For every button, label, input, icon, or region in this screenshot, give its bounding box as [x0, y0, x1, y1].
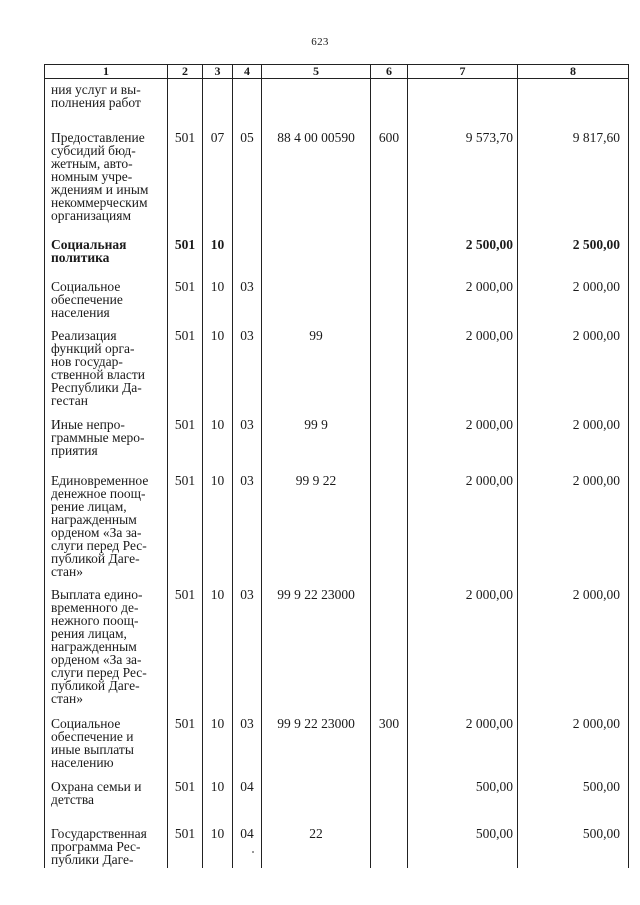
cell-col2: 501 — [168, 126, 203, 233]
cell-col2: 501 — [168, 711, 203, 774]
cell-col6 — [371, 412, 408, 468]
cell-col6 — [371, 323, 408, 412]
table-header — [45, 65, 629, 79]
cell-col4 — [233, 233, 262, 274]
table-row-section — [45, 233, 629, 274]
cell-col4: 03 — [233, 582, 262, 711]
cell-col5: 99 9 — [262, 412, 371, 468]
cell-col2: 501 — [168, 821, 203, 868]
cell-col5: 88 4 00 00590 — [262, 126, 371, 233]
cell-col2: 501 — [168, 274, 203, 323]
row-name: Охрана семьи и детства — [45, 774, 168, 821]
cell-col8: 500,00 — [518, 821, 629, 868]
cell-col5 — [262, 774, 371, 821]
row-name: ния услуг и вы- полнения работ — [45, 79, 168, 127]
cell-col2: 501 — [168, 582, 203, 711]
cell-col6 — [371, 233, 408, 274]
cell-col7: 2 000,00 — [408, 274, 518, 323]
cell-col5: 22 — [262, 821, 371, 868]
cell-col7: 2 500,00 — [408, 233, 518, 274]
cell-col2: 501 — [168, 233, 203, 274]
cell-col4: 04 — [233, 774, 262, 821]
cell-col7: 500,00 — [408, 821, 518, 868]
cell-col2: 501 — [168, 412, 203, 468]
table-row — [45, 412, 629, 468]
table-row — [45, 582, 629, 711]
cell-col4 — [233, 79, 262, 127]
cell-col3: 10 — [203, 323, 233, 412]
cell-col7 — [408, 79, 518, 127]
cell-col4: 05 — [233, 126, 262, 233]
cell-col6: 300 — [371, 711, 408, 774]
cell-col4: 03 — [233, 412, 262, 468]
cell-col4: 03 — [233, 323, 262, 412]
cell-col6 — [371, 468, 408, 582]
table-row — [45, 468, 629, 582]
table-row — [45, 711, 629, 774]
row-name: Реализация функций орга- нов государ- ственной власти Республики Да- гестан — [45, 323, 168, 412]
row-name: Государственная программа Рес- публики Даге- — [45, 821, 168, 868]
cell-col3: 10 — [203, 821, 233, 868]
cell-col4: 03 — [233, 711, 262, 774]
cell-col3: 07 — [203, 126, 233, 233]
page-number: 623 — [311, 36, 329, 48]
column-header: 2 — [168, 65, 203, 79]
cell-col7: 2 000,00 — [408, 711, 518, 774]
cell-col7: 2 000,00 — [408, 323, 518, 412]
cell-col6 — [371, 774, 408, 821]
cell-col3: 10 — [203, 468, 233, 582]
row-name: Иные непро- граммные меро- приятия — [45, 412, 168, 468]
cell-col7: 2 000,00 — [408, 468, 518, 582]
header-row — [45, 65, 629, 79]
cell-col6 — [371, 821, 408, 868]
cell-col8: 2 000,00 — [518, 274, 629, 323]
table-row — [45, 774, 629, 821]
cell-col6 — [371, 79, 408, 127]
cell-col2 — [168, 79, 203, 127]
table-row — [45, 821, 629, 868]
cell-col4: 03 — [233, 468, 262, 582]
column-header: 4 — [233, 65, 262, 79]
cell-col5 — [262, 274, 371, 323]
column-header: 1 — [45, 65, 168, 79]
cell-col3: 10 — [203, 711, 233, 774]
column-header: 5 — [262, 65, 371, 79]
column-header: 3 — [203, 65, 233, 79]
cell-col3: 10 — [203, 233, 233, 274]
row-name: Предоставление субсидий бюд- жетным, авто- номным учре- ждениям и иным некоммерческим организациям — [45, 126, 168, 233]
cell-col8: 2 000,00 — [518, 323, 629, 412]
table-row — [45, 126, 629, 233]
cell-col5 — [262, 233, 371, 274]
cell-col2: 501 — [168, 774, 203, 821]
column-header: 6 — [371, 65, 408, 79]
cell-col8: 2 000,00 — [518, 412, 629, 468]
cell-col5 — [262, 79, 371, 127]
cell-col8 — [518, 79, 629, 127]
cell-col8: 9 817,60 — [518, 126, 629, 233]
cell-col5: 99 — [262, 323, 371, 412]
cell-col8: 2 000,00 — [518, 468, 629, 582]
row-name: Выплата едино- временного де- нежного поощ- рения лицам, награжденным орденом «За за- слуги перед Рес- публикой Даге- стан» — [45, 582, 168, 711]
cell-col7: 2 000,00 — [408, 582, 518, 711]
cell-col3: 10 — [203, 274, 233, 323]
cell-col7: 9 573,70 — [408, 126, 518, 233]
cell-col3: 10 — [203, 774, 233, 821]
cell-col4: 03 — [233, 274, 262, 323]
cell-col3: 10 — [203, 412, 233, 468]
cell-col8: 2 000,00 — [518, 582, 629, 711]
cell-col5: 99 9 22 23000 — [262, 582, 371, 711]
row-name: Социальное обеспечение и иные выплаты населению — [45, 711, 168, 774]
cell-col6: 600 — [371, 126, 408, 233]
scan-speck — [252, 851, 254, 853]
row-name: Единовременное денежное поощ- рение лицам, награжденным орденом «За за- слуги перед Рес- публикой Даге- стан» — [45, 468, 168, 582]
cell-col8: 500,00 — [518, 774, 629, 821]
table-row — [45, 79, 629, 127]
cell-col2: 501 — [168, 323, 203, 412]
cell-col7: 500,00 — [408, 774, 518, 821]
row-name: Социальная политика — [45, 233, 168, 274]
cell-col6 — [371, 274, 408, 323]
cell-col8: 2 000,00 — [518, 711, 629, 774]
row-name: Социальное обеспечение населения — [45, 274, 168, 323]
cell-col5: 99 9 22 23000 — [262, 711, 371, 774]
table-body — [45, 79, 629, 869]
cell-col4: 04 — [233, 821, 262, 868]
column-header: 8 — [518, 65, 629, 79]
budget-table — [44, 64, 629, 868]
cell-col5: 99 9 22 — [262, 468, 371, 582]
cell-col2: 501 — [168, 468, 203, 582]
cell-col7: 2 000,00 — [408, 412, 518, 468]
table-row — [45, 323, 629, 412]
cell-col6 — [371, 582, 408, 711]
column-header: 7 — [408, 65, 518, 79]
cell-col3: 10 — [203, 582, 233, 711]
cell-col3 — [203, 79, 233, 127]
table-row — [45, 274, 629, 323]
cell-col8: 2 500,00 — [518, 233, 629, 274]
